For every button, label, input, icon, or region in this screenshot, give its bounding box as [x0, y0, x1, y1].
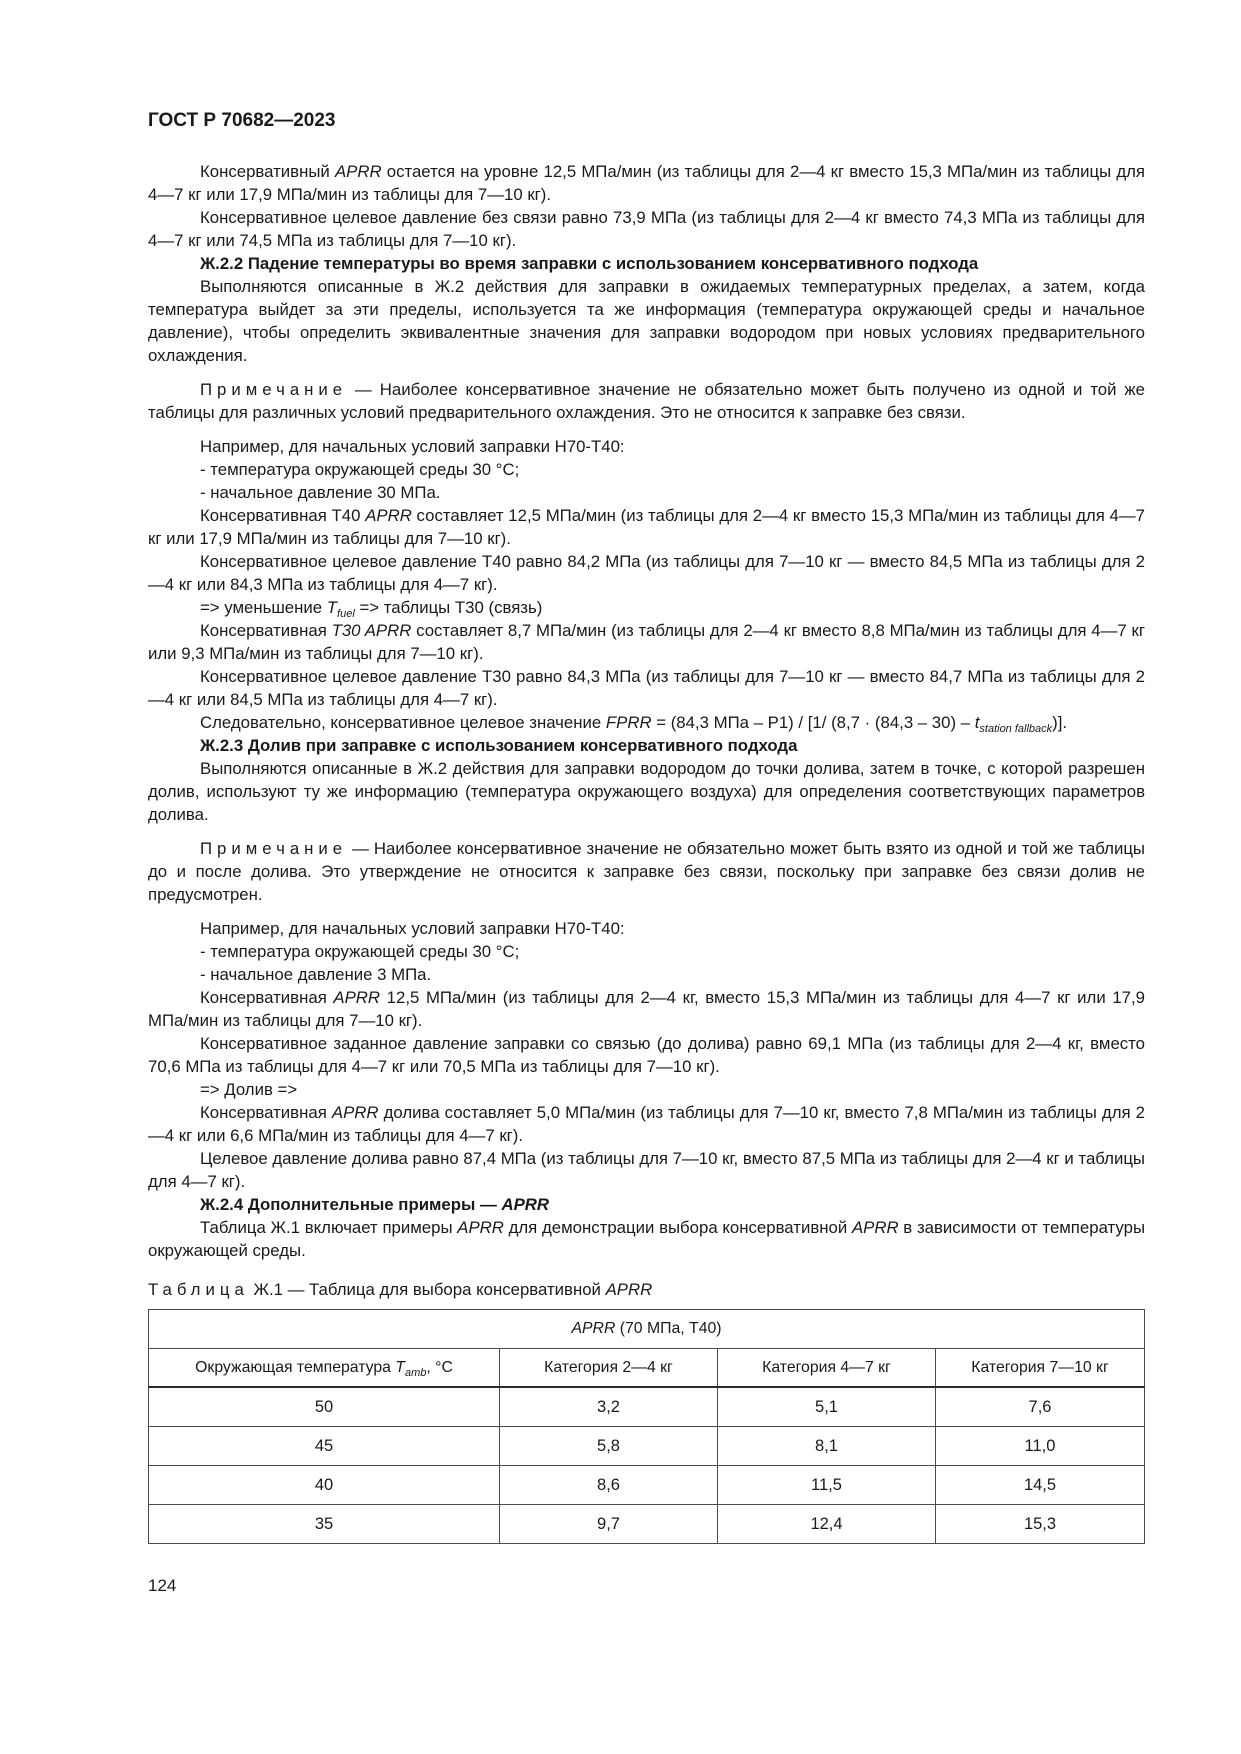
example-intro: Например, для начальных условий заправки Н70-Т40: [200, 437, 625, 456]
table-cell: 7,6 [936, 1387, 1145, 1427]
table-cell: 45 [149, 1427, 500, 1466]
table-cell: 14,5 [936, 1466, 1145, 1505]
table-cell: 5,8 [500, 1427, 718, 1466]
list-item: - температура окружающей среды 30 °С; [200, 460, 520, 479]
table-caption: Таблица Ж.1 — Таблица для выбора консервативной APRR [148, 1280, 653, 1299]
note: Примечание — Наиболее консервативное значение не обязательно может быть получено из одной и той же таблицы для различных условий предварительного охлаждения. Это не относится к заправке без связи. [148, 380, 1145, 422]
paragraph: Целевое давление долива равно 87,4 МПа (из таблицы для 7—10 кг, вместо 87,5 МПа из таблицы для 2—4 кг и таблицы для 4—7 кг). [148, 1149, 1145, 1191]
table-super-header: APRR (70 МПа, Т40) [149, 1310, 1145, 1349]
section-heading-zh-2-4: Ж.2.4 Дополнительные примеры — APRR [200, 1195, 550, 1214]
list-item: - начальное давление 30 МПа. [200, 483, 441, 502]
section-heading-zh-2-2: Ж.2.2 Падение температуры во время заправки с использованием консервативного подхода [200, 254, 979, 273]
paragraph: Консервативная Т40 APRR составляет 12,5 МПа/мин (из таблицы для 2—4 кг вместо 15,3 МПа/мин из таблицы для 4—7 кг или 17,9 МПа/мин из таблицы для 7—10 кг). [148, 506, 1145, 548]
paragraph: Консервативный APRR остается на уровне 12,5 МПа/мин (из таблицы для 2—4 кг вместо 15,3 МПа/мин из таблицы для 4—7 кг или 17,9 МПа/мин из таблицы для 7—10 кг). [148, 162, 1146, 204]
list-item: - начальное давление 3 МПа. [200, 965, 432, 984]
standard-number: ГОСТ Р 70682—2023 [148, 110, 336, 131]
paragraph: Консервативное заданное давление заправки со связью (до долива) равно 69,1 МПа (из таблицы для 2—4 кг, вместо 70,6 МПа из таблицы для 4—7 кг или 70,5 МПа из таблицы для 7—10 кг). [148, 1034, 1145, 1076]
paragraph: Выполняются описанные в Ж.2 действия для заправки в ожидаемых температурных пределах, а затем, когда температура выйдет за эти пределы, используется та же информация (температура окружающей среды и начальное давление), чтобы определить эквивалентные значения для заправки водородом при новых условиях предварительного охлаждения. [148, 277, 1145, 365]
paragraph: => уменьшение $T_{fuel}$ => таблицы Т30 (связь) [200, 598, 543, 620]
paragraph: Консервативное целевое давление Т30 равно 84,3 МПа (из таблицы для 7—10 кг — вместо 84,7 МПа из таблицы для 2—4 кг или 84,5 МПа из таблицы для 4—7 кг). [148, 667, 1145, 709]
formula-paragraph: Следовательно, консервативное целевое значение FPRR = (84,3 МПа – Р1) / [1/ $(8,7 \cdot (84,3 - 30) - t_{station fallback})$]. [200, 713, 1068, 735]
table-cell: 11,5 [718, 1466, 936, 1505]
column-header-cat-2-4: Категория 2—4 кг [500, 1349, 718, 1388]
table-cell: 40 [149, 1466, 500, 1505]
table-cell: 35 [149, 1505, 500, 1544]
table-row [149, 1466, 1145, 1505]
paragraph: Консервативная T30 APRR составляет 8,7 МПа/мин (из таблицы для 2—4 кг вместо 8,8 МПа/мин из таблицы для 4—7 кг или 9,3 МПа/мин из таблицы для 7—10 кг). [148, 621, 1145, 663]
table-cell: 8,1 [718, 1427, 936, 1466]
table-cell: 15,3 [936, 1505, 1145, 1544]
table-row [149, 1505, 1145, 1544]
table-cell: 50 [149, 1387, 500, 1427]
page-number: 124 [148, 1576, 177, 1595]
column-header-cat-7-10: Категория 7—10 кг [936, 1349, 1145, 1388]
table-cell: 8,6 [500, 1466, 718, 1505]
table-row [149, 1387, 1145, 1427]
table-cell: 3,2 [500, 1387, 718, 1427]
table-zh-1 [148, 1309, 1145, 1544]
table-cell: 12,4 [718, 1505, 936, 1544]
note: Примечание — Наиболее консервативное значение не обязательно может быть взято из одной и той же таблицы до и после долива. Это утверждение не относится к заправке без связи, поскольку при заправке без связи долив не предусмотрен. [148, 839, 1145, 904]
table-cell: 11,0 [936, 1427, 1145, 1466]
column-header-cat-4-7: Категория 4—7 кг [718, 1349, 936, 1388]
paragraph: => Долив => [200, 1080, 298, 1099]
paragraph: Консервативная APRR 12,5 МПа/мин (из таблицы для 2—4 кг, вместо 15,3 МПа/мин из таблицы для 4—7 кг или 17,9 МПа/мин из таблицы для 7—10 кг). [148, 988, 1145, 1030]
list-item: - температура окружающей среды 30 °С; [200, 942, 520, 961]
section-heading-zh-2-3: Ж.2.3 Долив при заправке с использованием консервативного подхода [200, 736, 798, 755]
paragraph: Выполняются описанные в Ж.2 действия для заправки водородом до точки долива, затем в точке, с которой разрешен долив, используют ту же информацию (температура окружающего воздуха) для определения соответствующих параметров долива. [148, 759, 1145, 824]
paragraph: Консервативная APRR долива составляет 5,0 МПа/мин (из таблицы для 7—10 кг, вместо 7,8 МПа/мин из таблицы для 2—4 кг или 6,6 МПа/мин из таблицы для 4—7 кг). [148, 1103, 1145, 1145]
table-cell: 9,7 [500, 1505, 718, 1544]
paragraph: Консервативное целевое давление Т40 равно 84,2 МПа (из таблицы для 7—10 кг — вместо 84,5 МПа из таблицы для 2—4 кг или 84,3 МПа из таблицы для 4—7 кг). [148, 552, 1145, 594]
document-page [148, 110, 1145, 1544]
paragraph: Консервативное целевое давление без связи равно 73,9 МПа (из таблицы для 2—4 кг вместо 74,3 МПа из таблицы для 4—7 кг или 74,5 МПа из таблицы для 7—10 кг). [148, 208, 1145, 250]
table-cell: 5,1 [718, 1387, 936, 1427]
table-row [149, 1427, 1145, 1466]
column-header-temperature: Окружающая температура $T_{amb}$, °С [149, 1349, 500, 1388]
example-intro: Например, для начальных условий заправки Н70-Т40: [200, 919, 625, 938]
paragraph: Таблица Ж.1 включает примеры APRR для демонстрации выбора консервативной APRR в зависимости от температуры окружающей среды. [148, 1218, 1145, 1260]
